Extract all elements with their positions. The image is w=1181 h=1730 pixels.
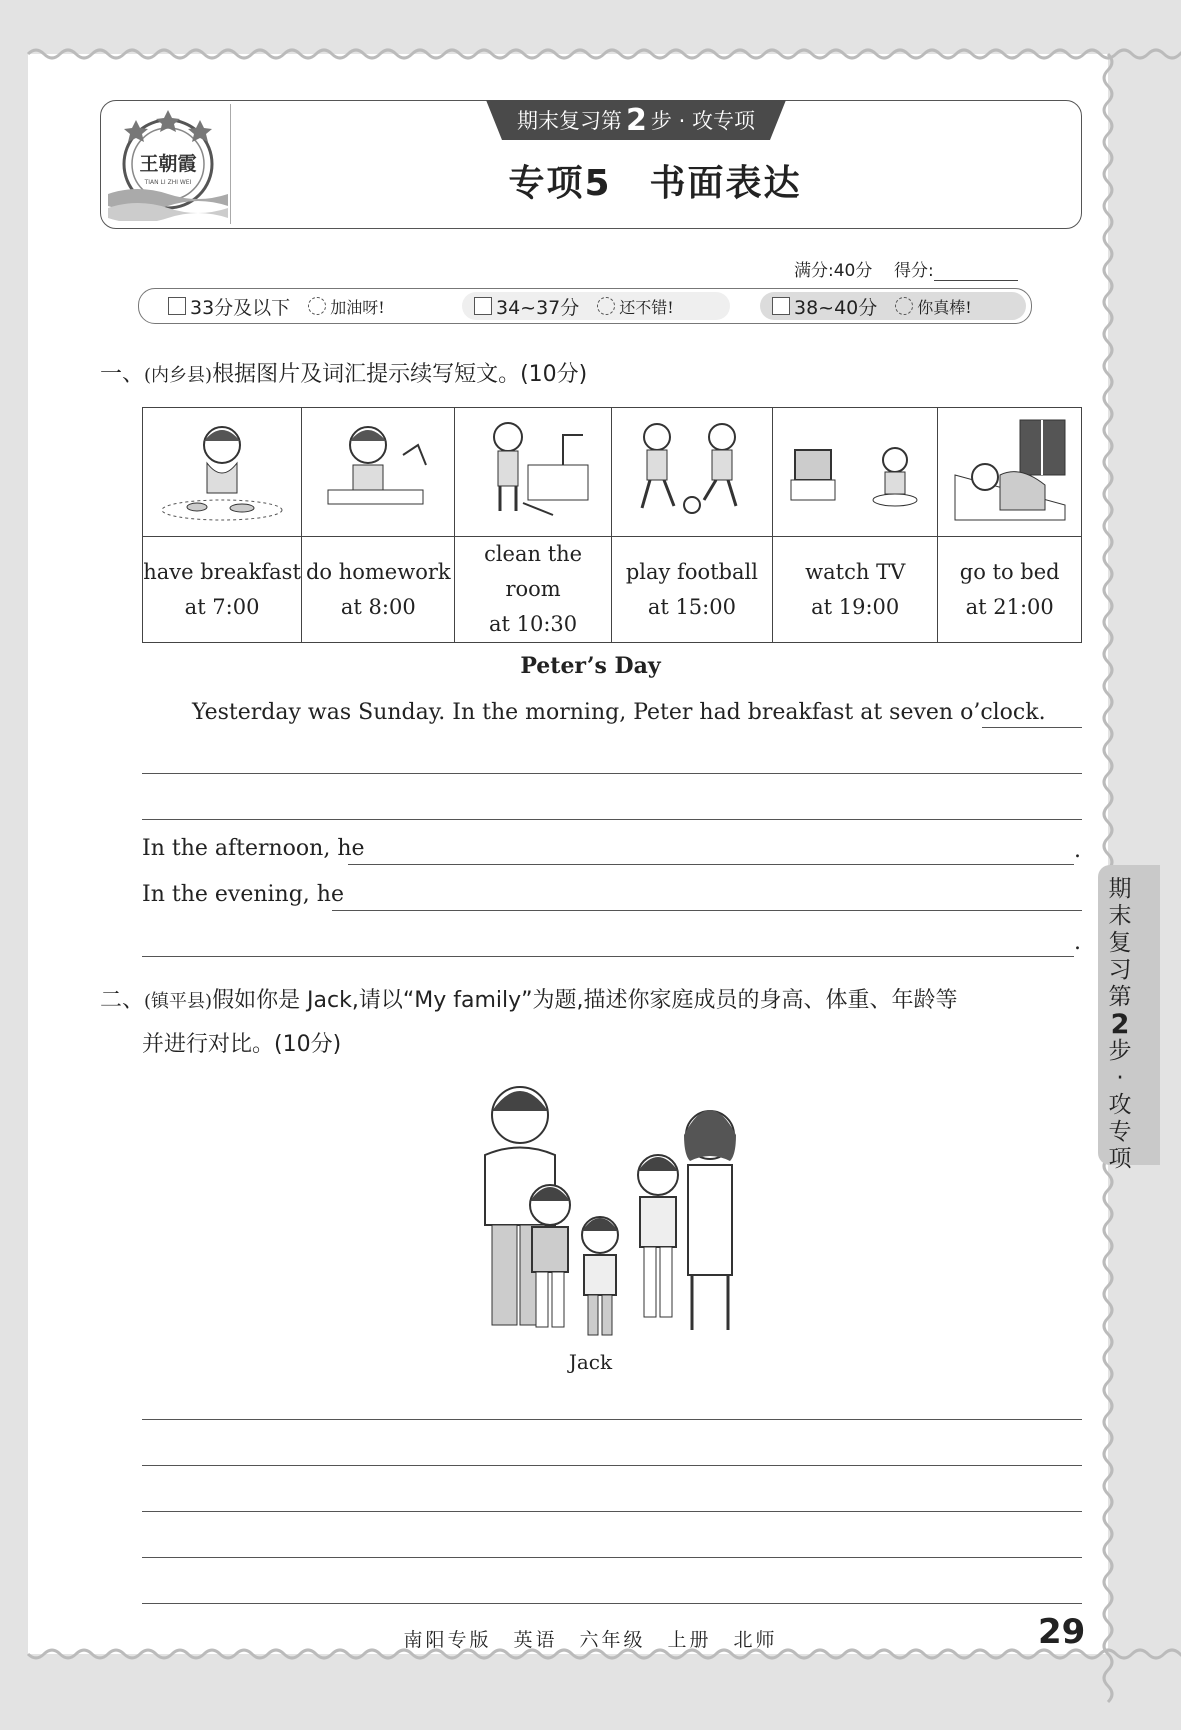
level-checkbox[interactable] [168, 297, 186, 315]
caption-3 [455, 537, 611, 643]
answer-line[interactable] [142, 819, 1082, 820]
story-title: Peter’s Day [520, 653, 661, 679]
level-cheer: 加油呀! [330, 297, 385, 317]
face-icon [597, 297, 615, 315]
side-char: 第 [1108, 984, 1132, 1010]
q1-source: (内乡县) [144, 365, 213, 386]
answer-line[interactable] [142, 1511, 1082, 1512]
q2-text-1: 假如你是 Jack,请以“My family”为题,描述你家庭成员的身高、体重、年龄等 [212, 988, 958, 1013]
side-char: 末 [1108, 903, 1132, 929]
publisher-logo [108, 106, 228, 221]
time-3: at 10:30 [489, 612, 578, 636]
page-number: 29 [1038, 1612, 1086, 1652]
answer-line[interactable] [142, 1557, 1082, 1558]
side-char: · [1116, 1065, 1124, 1091]
q2-prompt [100, 978, 958, 1025]
answer-line[interactable] [142, 1465, 1082, 1466]
activity-2: do homework [305, 559, 451, 584]
q2-number: 二、 [100, 988, 145, 1013]
answer-line[interactable] [142, 1603, 1082, 1604]
score-row [794, 256, 1018, 281]
q2-source: (镇平县) [144, 991, 213, 1012]
side-char: 习 [1108, 957, 1132, 983]
activity-table [142, 407, 1082, 643]
boy-sleeping-icon [945, 415, 1075, 525]
activity-1: have breakfast [143, 559, 301, 584]
side-char: 步 [1108, 1038, 1132, 1064]
caption-2 [302, 537, 455, 643]
side-char: 专 [1108, 1119, 1132, 1145]
caption-6 [938, 537, 1082, 643]
banner-post: 步 · 攻专项 [650, 109, 755, 133]
answer-line[interactable] [982, 727, 1082, 728]
q1-text: 根据图片及词汇提示续写短文。(10分) [212, 362, 588, 387]
page-title: 专项5 书面表达 [508, 163, 802, 204]
side-char: 攻 [1108, 1092, 1132, 1118]
boy-watching-tv-icon [785, 415, 925, 525]
time-1: at 7:00 [184, 594, 260, 619]
level-checkbox[interactable] [772, 297, 790, 315]
answer-line[interactable] [142, 956, 1074, 957]
caption-5 [773, 537, 938, 643]
afternoon-prompt: In the afternoon, he [142, 836, 365, 861]
level-range: 33分及以下 [190, 296, 291, 319]
full-score: 满分:40分 [794, 261, 873, 281]
banner-num: 2 [626, 102, 647, 138]
activity-6: go to bed [959, 559, 1060, 584]
score-level-3 [760, 292, 1026, 320]
boys-football-icon [622, 415, 762, 525]
score-level-1 [156, 292, 446, 320]
level-range: 38~40分 [794, 296, 878, 319]
pic-football [611, 408, 772, 537]
period-mark: . [1074, 930, 1081, 955]
evening-prompt: In the evening, he [142, 882, 344, 907]
face-icon [308, 297, 326, 315]
answer-line[interactable] [348, 864, 1074, 865]
pic-cleaning [455, 408, 611, 537]
boy-cleaning-icon [468, 415, 598, 525]
time-2: at 8:00 [340, 594, 416, 619]
pic-tv [773, 408, 938, 537]
score-level-2 [462, 292, 730, 320]
caption-4 [611, 537, 772, 643]
pic-breakfast [143, 408, 302, 537]
svg-text:王朝霞: 王朝霞 [139, 153, 197, 175]
footer-text: 南阳专版 英语 六年级 上册 北师 [403, 1629, 778, 1651]
period-mark: . [1074, 838, 1081, 863]
side-tab-label [1098, 876, 1142, 1173]
level-cheer: 还不错! [619, 297, 674, 317]
level-cheer: 你真棒! [917, 297, 972, 317]
side-char: 项 [1108, 1146, 1132, 1172]
banner-pre: 期末复习第 [517, 109, 623, 133]
pic-bed [938, 408, 1082, 537]
score-blank[interactable] [934, 264, 1018, 281]
boy-eating-icon [157, 415, 287, 525]
family-illustration [470, 1075, 750, 1355]
got-score-label: 得分: [893, 261, 934, 281]
answer-line[interactable] [142, 773, 1082, 774]
answer-line[interactable] [332, 910, 1082, 911]
face-icon [895, 297, 913, 315]
q1-prompt [100, 352, 587, 399]
time-4: at 15:00 [647, 594, 736, 619]
q1-number: 一、 [100, 362, 145, 387]
pic-homework [302, 408, 455, 537]
side-char: 2 [1110, 1009, 1130, 1040]
story-opening: Yesterday was Sunday. In the morning, Peter had breakfast at seven o’clock. [192, 700, 1046, 725]
svg-text:TIAN LI ZHI WEI: TIAN LI ZHI WEI [144, 179, 192, 186]
caption-1 [143, 537, 302, 643]
answer-line[interactable] [142, 1419, 1082, 1420]
side-char: 复 [1108, 930, 1132, 956]
time-6: at 21:00 [965, 594, 1054, 619]
level-checkbox[interactable] [474, 297, 492, 315]
activity-5: watch TV [805, 559, 906, 584]
q2-prompt-cont: 并进行对比。(10分) [142, 1032, 342, 1057]
activity-4: play football [625, 559, 758, 584]
activity-3: clean the room [484, 542, 583, 601]
level-range: 34~37分 [496, 296, 580, 319]
boy-writing-icon [313, 415, 443, 525]
jack-label: Jack [568, 1350, 613, 1374]
time-5: at 19:00 [811, 594, 900, 619]
banner-label [486, 100, 786, 140]
side-char: 期 [1108, 876, 1132, 902]
